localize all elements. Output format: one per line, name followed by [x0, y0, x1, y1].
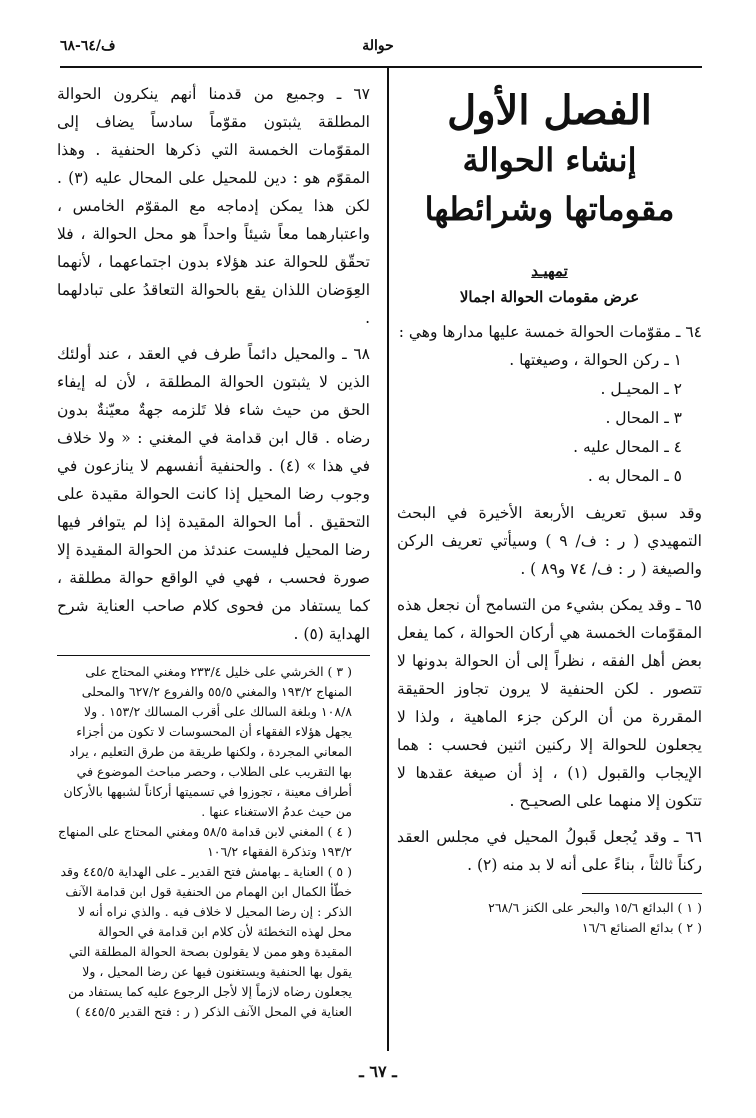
right-column — [397, 80, 702, 938]
footnote: ( ١ ) البدائع ١٥/٦ والبحر على الكنز ٢٦٨/٦ — [488, 900, 702, 915]
list-item: ٤ ـ المحال عليه . — [573, 438, 682, 456]
paragraph-65: ٦٥ ـ وقد يمكن بشيء من التسامح أن نجعل هذه المقوّمات الخمسة هي أركان الحوالة ، كما يفعل بعض أهل الفقه ، نظراً إلى أن الحوالة بدونها لا تتصور . لكن الحنفية لا يرون تجاوز الحقيقة المقررة من أن الركن جزء الماهية ، ولذا لا يجعلون للحوالة إلا ركنين اثنين فحسب : هما الإيجاب والقبول (١) ، إذ أن صيغة عقدها لا تتكون إلا منهما على الصحيـح . — [397, 596, 702, 810]
list-item: ٥ ـ المحال به . — [587, 467, 682, 485]
page-number: ـ ٦٧ ـ — [359, 1062, 397, 1081]
running-header — [60, 38, 696, 60]
footnote: ( ٤ ) المغني لابن قدامة ٥٨/٥ ومغني المحتاج على المنهاج ١٩٣/٢ وتذكرة الفقهاء ١٠٦/٢ — [58, 824, 352, 859]
header-rule — [60, 66, 702, 68]
elements-list — [397, 346, 702, 491]
paragraph-68: ٦٨ ـ والمحيل دائماً طرف في العقد ، عند أولئك الذين لا يثبتون الحوالة المطلقة ، لأن له إيفاء الحق من حيث شاء فلا تَلزمه جهةٌ معيّنةٌ بدون رضاه . قال ابن قدامة في المغني : « ولا خلاف في هذا » (٤) . والحنفية أنفسهم لا ينازعون في وجوب رضا المحيل إذا كانت الحوالة مقيدة على التحقيق . أما الحوالة المقيدة إذا لم يتوافر فيها رضا المحيل فليست عندئذ من الحوالة المقيدة إلا صورة فحسب ، فهي في الواقع حوالة مطلقة ، كما يستفاد من فحوى كلام صاحب العناية شرح الهداية (٥) . — [57, 345, 370, 643]
chapter-subtitle-2: مقوماتها وشرائطها — [424, 190, 675, 228]
intro-label: تمهيـد — [531, 262, 568, 280]
left-footnotes — [57, 655, 370, 1022]
list-item: ١ ـ ركن الحوالة ، وصيغتها . — [509, 351, 682, 369]
list-item: ٢ ـ المحيـل . — [600, 380, 682, 398]
chapter-heading — [397, 86, 702, 234]
paragraph-64: ٦٤ ـ مقوّمات الحوالة خمسة عليها مدارها وهي : — [398, 323, 702, 341]
footnote-rule — [582, 893, 702, 894]
intro-heading — [397, 258, 702, 310]
paragraph-64-note: وقد سبق تعريف الأربعة الأخيرة في البحث التمهيدي ( ر : ف/ ٩ ) وسيأتي تعريف الركن والصيغة ( ر : ف/ ٧٤ و٨٩ ) . — [397, 504, 702, 578]
section-range: ف/٦٤-٦٨ — [60, 38, 116, 54]
left-column — [57, 80, 370, 648]
chapter-title: الفصل الأول — [447, 87, 652, 134]
list-item: ٣ ـ المحال . — [605, 409, 682, 427]
running-title: حوالة — [362, 38, 394, 54]
footnote: ( ٥ ) العناية ـ بهامش فتح القدير ـ على الهداية ٤٤٥/٥ وقد خطّأ الكمال ابن الهمام من الحنفية قول ابن قدامة الآنف الذكر : إن رضا المحيل لا خلاف فيه . والذي نراه أنه لا محل لهذه التخطئة لأن كلام ابن قدامة في الحوالة المقيدة وهو ممن لا يقولون بصحة الحوالة المطلقة التي يقول بها الحنفية ويستغنون فيها عن رضا المحيل ، ولا يجعلون رضاه لازماً إلا لأجل الرجوع عليه كما يستفاد من العناية في المحل الآنف الذكر ( ر : فتح القدير ٤٤٥/٥ ) — [60, 864, 352, 1019]
paragraph-66: ٦٦ ـ وقد يُجعل قَبولُ المحيل في مجلس العقد ركناً ثالثاً ، بناءً على أنه لا بد منه (٢) . — [397, 828, 702, 874]
footnote-rule — [57, 655, 370, 656]
footnote: ( ٢ ) بدائع الصنائع ١٦/٦ — [581, 920, 702, 935]
intro-subtitle: عرض مقومات الحوالة اجمالا — [459, 288, 640, 306]
paragraph-67: ٦٧ ـ وجميع من قدمنا أنهم ينكرون الحوالة المطلقة يثبتون مقوّماً سادساً يضاف إلى المقوّمات الخمسة التي ذكرها الحنفية . وهذا المقوّم هو : دين للمحيل على المحال عليه (٣) . لكن هذا يمكن إدماجه مع المقوّم الخامس ، واعتبارهما معاً شيئاً واحداً هو محل الحوالة ، فلا تحقّق للحوالة عند هؤلاء بدون اجتماعهما ، لأنهما العِوَضان اللذان يقع بالحوالة التعاقدُ على تبادلهما . — [57, 85, 370, 327]
chapter-subtitle: إنشاء الحوالة — [462, 141, 637, 179]
footnote: ( ٣ ) الخرشي على خليل ٢٣٣/٤ ومغني المحتاج على المنهاج ١٩٣/٢ والمغني ٥٥/٥ والفروع ٦٢٧/٢ والمحلى ١٠٨/٨ وبلغة السالك على أقرب المسالك ١٥٣/٢ . ولا يجهل هؤلاء الفقهاء أن المحسوسات لا تكون من أجزاء المعاني المجردة ، ولكنها طريقة من طرق التعليم ، يراد بها التقريب على الطلاب ، وحصر مباحث الموضوع في أطراف معينة ، تجوزوا في تسميتها أركاناً لشبهها بالأركان من حيث عدمُ الاستغناء عنها . — [63, 664, 352, 819]
column-divider — [387, 66, 389, 1051]
